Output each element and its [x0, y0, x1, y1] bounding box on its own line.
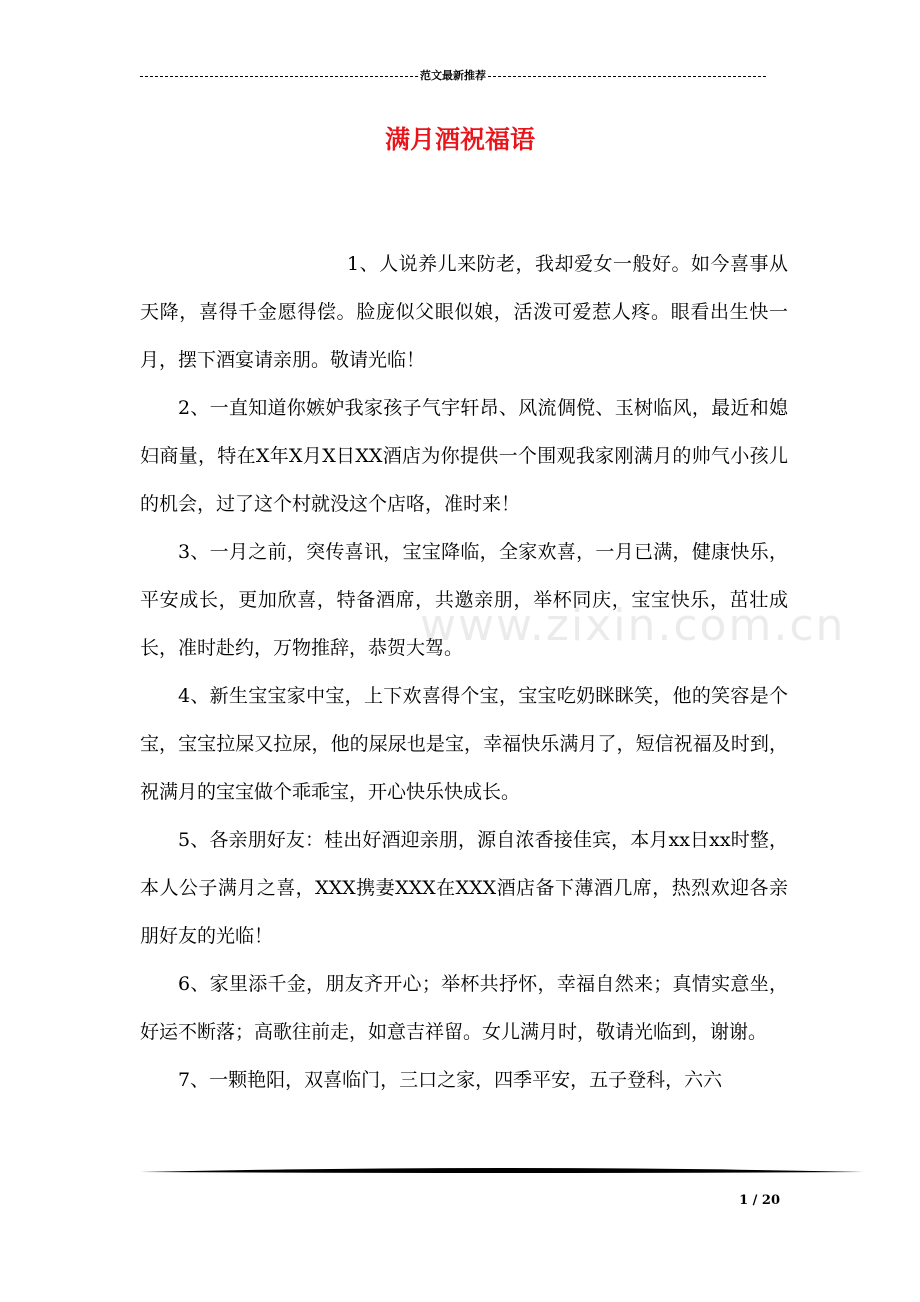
header-dash-right [488, 76, 766, 77]
footer-divider [140, 1166, 864, 1174]
page-number: 1 / 20 [739, 1193, 780, 1208]
paragraph-1: 1、人说养儿来防老，我却爱女一般好。如今喜事从天降，喜得千金愿得偿。脸庞似父眼似娘，活泼可爱惹人疼。眼看出生快一月，摆下酒宴请亲朋。敬请光临！ [140, 253, 788, 371]
header-label: 范文最新推荐 [420, 69, 486, 82]
paragraph-6: 6、家里添千金，朋友齐开心；举杯共抒怀，幸福自然来；真情实意坐，好运不断落；高歌往前走，如意吉祥留。女儿满月时，敬请光临到，谢谢。 [140, 973, 788, 1043]
paragraph-4: 4、新生宝宝家中宝，上下欢喜得个宝，宝宝吃奶眯眯笑，他的笑容是个宝，宝宝拉屎又拉尿，他的屎尿也是宝，幸福快乐满月了，短信祝福及时到，祝满月的宝宝做个乖乖宝，开心快乐快成长。 [140, 685, 788, 803]
document-title: 满月酒祝福语 [384, 125, 535, 154]
paragraph-7: 7、一颗艳阳，双喜临门，三口之家，四季平安，五子登科，六六 [178, 1069, 723, 1091]
page-header [140, 68, 766, 84]
document-body [140, 240, 788, 1104]
header-dash-left [140, 76, 418, 77]
watermark: www.zixin.com.cn [420, 600, 846, 651]
paragraph-3: 3、一月之前，突传喜讯，宝宝降临，全家欢喜，一月已满，健康快乐，平安成长，更加欣喜，特备酒席，共邀亲朋，举杯同庆，宝宝快乐，茁壮成长，准时赴约，万物推辞，恭贺大驾。 [140, 541, 788, 659]
paragraph-2: 2、一直知道你嫉妒我家孩子气宇轩昂、风流倜傥、玉树临风，最近和媳妇商量，特在X年X月X日XX酒店为你提供一个围观我家刚满月的帅气小孩儿的机会，过了这个村就没这个店咯，准时来！ [140, 397, 788, 515]
paragraph-5: 5、各亲朋好友：桂出好酒迎亲朋，源自浓香接佳宾，本月xx日xx时整，本人公子满月之喜，XXX携妻XXX在XXX酒店备下薄酒几席，热烈欢迎各亲朋好友的光临！ [140, 829, 788, 947]
